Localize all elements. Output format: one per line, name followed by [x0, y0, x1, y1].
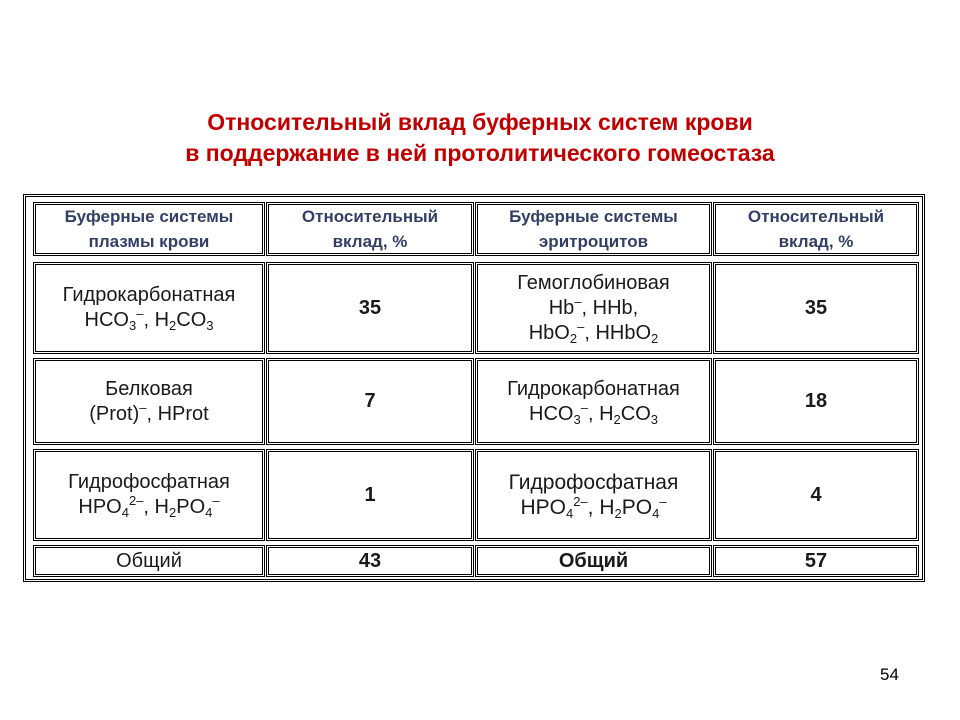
- header-text: Относительный: [747, 207, 885, 226]
- header-text: плазмы крови: [88, 232, 210, 251]
- total-erythrocyte-value: 57: [713, 545, 919, 577]
- header-text: Буферные системы: [509, 207, 678, 226]
- table-row-1-plasma-system: [33, 262, 265, 354]
- system-name: Гидрокарбонатная: [62, 284, 236, 306]
- table-row-3-erythrocyte-value: 4: [713, 449, 919, 541]
- formula: (Prot)–, HProt: [89, 399, 209, 425]
- header-plasma-contribution: [266, 202, 474, 256]
- total-plasma-value: 43: [266, 545, 474, 577]
- table-row-3-plasma-value: 1: [266, 449, 474, 541]
- formula: $HPO_4^{2-}$, $H_2PO_4^-$: [520, 494, 667, 521]
- page-number: 54: [880, 665, 899, 684]
- title-line-2: в поддержание в ней протолитического гомеостаза: [185, 140, 775, 166]
- system-name: Гемоглобиновая: [517, 271, 670, 294]
- system-name: Гидрокарбонатная: [507, 377, 680, 400]
- table-row-3-erythrocyte-system: [475, 449, 712, 541]
- formula: $HCO_3^-$, $H_2CO_3$: [529, 399, 658, 427]
- header-erythrocyte-systems: [475, 202, 712, 256]
- table-row-2-plasma-system: [33, 358, 265, 445]
- header-text: вклад, %: [332, 232, 408, 251]
- table-row-1-plasma-value: 35: [266, 262, 474, 354]
- formula: HbO$_2$–, HHbO$_2$: [528, 318, 659, 346]
- header-text: Буферные системы: [64, 207, 234, 226]
- header-text: вклад, %: [778, 232, 854, 251]
- header-plasma-systems: [33, 202, 265, 256]
- system-name: Гидрофосфатная: [508, 471, 679, 494]
- total-plasma-label: Общий: [33, 545, 265, 577]
- formula: Hb–, HHb,: [548, 293, 639, 319]
- formula: $HPO_4^{2-}$, $H_2PO_4^-$: [78, 493, 220, 520]
- header-erythrocyte-contribution: [713, 202, 919, 256]
- header-text: Относительный: [301, 207, 439, 226]
- table-row-2-plasma-value: 7: [266, 358, 474, 445]
- formula: $HCO_3^-$, $H_2CO_3$: [84, 306, 214, 333]
- total-erythrocyte-label: Общий: [475, 545, 712, 577]
- table-row-1-erythrocyte-value: 35: [713, 262, 919, 354]
- title-line-1: Относительный вклад буферных систем крови: [207, 109, 753, 135]
- table-row-2-erythrocyte-system: [475, 358, 712, 445]
- table-row-3-plasma-system: [33, 449, 265, 541]
- system-name: Белковая: [105, 377, 193, 400]
- table-row-1-erythrocyte-system: [475, 262, 712, 354]
- slide-title: [0, 107, 960, 169]
- header-text: эритроцитов: [538, 232, 649, 251]
- table-row-2-erythrocyte-value: 18: [713, 358, 919, 445]
- system-name: Гидрофосфатная: [68, 471, 230, 493]
